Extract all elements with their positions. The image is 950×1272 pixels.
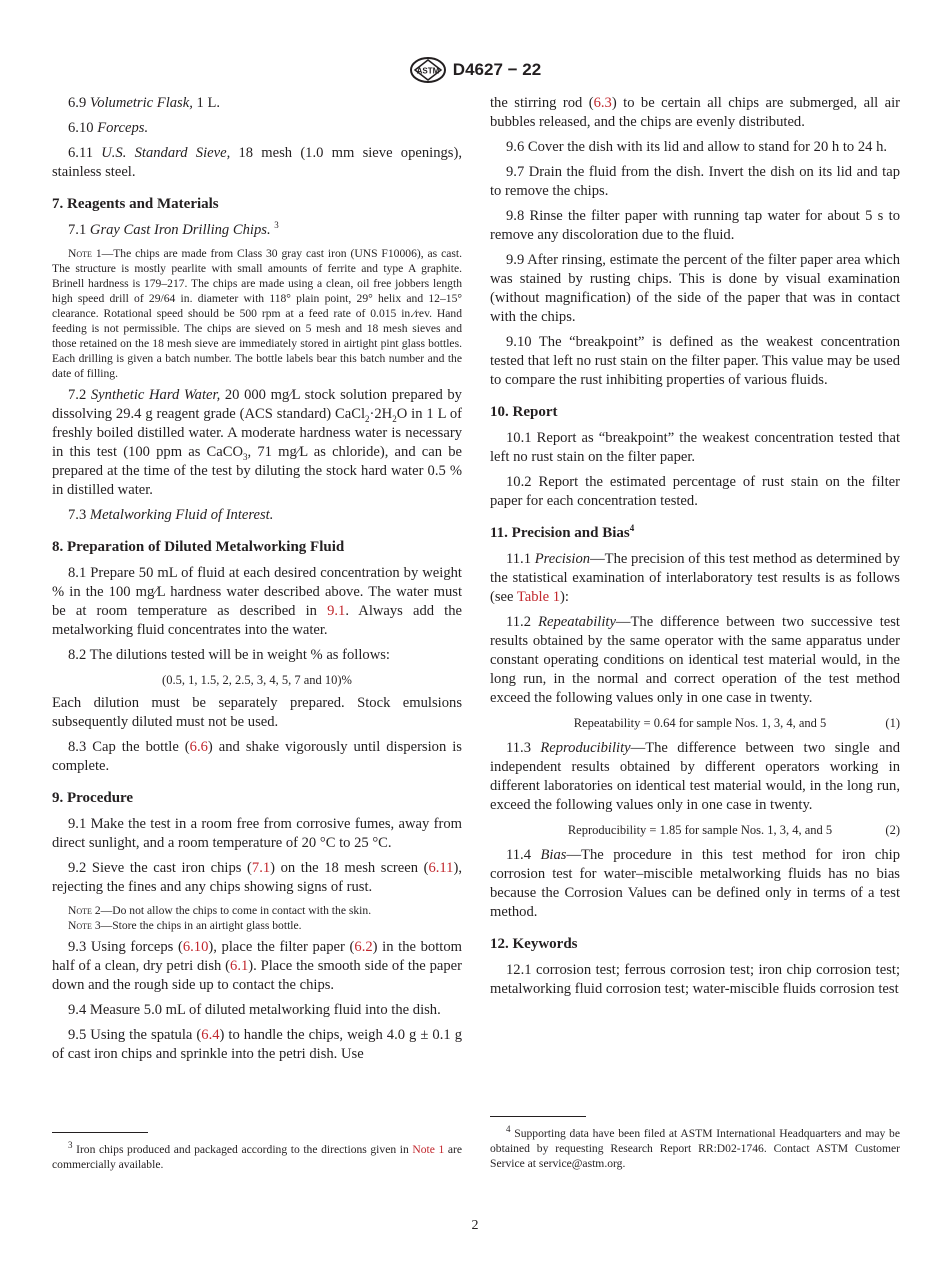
paragraph-9-3: 9.3 Using forceps (6.10), place the filter paper (6.2) in the bottom half of a clean, dry petri dish (6.1). Place the smooth side of the paper down and the rough side up to contact the chips.: [52, 939, 462, 993]
paragraph-9-9: 9.9 After rinsing, estimate the percent of the filter paper area which was stained by rusting chips. This is done by visual examination (without magnification) of the side of the paper that was in contact with the chips.: [490, 252, 900, 325]
paragraph-12-1: 12.1 corrosion test; ferrous corrosion test; iron chip corrosion test; metalworking fluid corrosion test; water-miscible fluids corrosion test: [490, 962, 900, 997]
section-heading-11: 11. Precision and Bias$^4$: [490, 523, 635, 541]
link-6-10[interactable]: 6.10: [182, 939, 209, 955]
paragraph-6-11: 6.11 U.S. Standard Sieve, 18 mesh (1.0 mm sieve openings), stainless steel.: [52, 145, 462, 180]
paragraph-7-1: 7.1 Gray Cast Iron Drilling Chips. $^3$: [68, 220, 279, 238]
paragraph-9-4: 9.4 Measure 5.0 mL of diluted metalworking fluid into the dish.: [68, 1002, 441, 1018]
left-column: [52, 94, 462, 1070]
link-6-2[interactable]: 6.2: [354, 939, 373, 955]
paragraph-10-1: 10.1 Report as “breakpoint” the weakest concentration tested that left no rust stain on the filter paper.: [490, 430, 900, 465]
paragraph-10-2: 10.2 Report the estimated percentage of rust stain on the filter paper for each concentration tested.: [490, 474, 900, 509]
link-6-1[interactable]: 6.1: [230, 958, 249, 974]
paragraph-9-8: 9.8 Rinse the filter paper with running tap water for about 5 s to remove any discoloration due to the fluid.: [490, 208, 900, 243]
paragraph-7-2: 7.2 Synthetic Hard Water, 20 000 mg⁄L stock solution prepared by dissolving 29.4 g reagent grade (ACS standard) $CaCl_2\cdot 2H_2O$ in 1 L of freshly boiled distilled water. A moderate hardness water is necessary in this test (100 ppm as CaCO$_3$, 71 mg⁄L as chloride), and can be prepared at the time of the test by diluting the stock hard water 0.5 % in distilled water.: [52, 387, 462, 498]
paragraph-11-3: 11.3 Reproducibility—The difference between two single and independent results obtained by different operators working in different laboratories on identical test material would, in the long run, exceed the following values only in one case in twenty.: [490, 740, 900, 813]
footnote-rule-right: [490, 1116, 586, 1117]
link-6-3[interactable]: 6.3: [593, 95, 612, 111]
link-9-1[interactable]: 9.1: [327, 603, 346, 619]
paragraph-11-2: 11.2 Repeatability—The difference between two successive test results obtained by the same operator with the same apparatus under constant operating conditions on identical test material would, in the long run, in the normal and correct operation of the test method exceed the following values only in one case in twenty.: [490, 614, 900, 706]
section-heading-12: 12. Keywords: [490, 936, 578, 952]
paragraph-9-2: 9.2 Sieve the cast iron chips (7.1) on the 18 mesh screen (6.11), rejecting the fines and any chips showing signs of rust.: [52, 860, 462, 895]
link-note-1[interactable]: Note 1: [412, 1143, 445, 1156]
paragraph-6-10: 6.10 Forceps.: [68, 120, 149, 136]
section-heading-10: 10. Report: [490, 404, 558, 420]
document-id: D4627 − 22: [452, 60, 542, 79]
paragraph-9-1: 9.1 Make the test in a room free from corrosive fumes, away from direct sunlight, and a room temperature of 20 °C to 25 °C.: [52, 816, 462, 851]
section-heading-8: 8. Preparation of Diluted Metalworking Fluid: [52, 539, 345, 555]
paragraph-9-10: 9.10 The “breakpoint” is defined as the weakest concentration tested that left no rust stain on the filter paper. This value may be used to compare the rust inhibiting properties of various fluids.: [490, 334, 900, 388]
dilution-list: (0.5, 1, 1.5, 2, 2.5, 3, 4, 5, 7 and 10)%: [162, 673, 352, 687]
footnote-4: $^4$ Supporting data have been filed at ASTM International Headquarters and may be obtained by requesting Research Report RR:D02-1746. Contact ASTM Customer Service at service@astm.org.: [490, 1124, 900, 1170]
note-3: Note 3—Store the chips in an airtight glass bottle.: [68, 919, 302, 932]
link-table-1[interactable]: Table 1: [516, 589, 561, 605]
paragraph-8-1: 8.1 Prepare 50 mL of fluid at each desired concentration by weight % in the 100 mg⁄L hardness water described above. The water must be at room temperature as described in 9.1. Always add the metalworking fluid concentrates into the water.: [52, 565, 462, 638]
page-number: 2: [471, 1218, 479, 1233]
page-header: [0, 56, 950, 89]
paragraph-8-2: 8.2 The dilutions tested will be in weight % as follows:: [68, 647, 390, 663]
section-heading-7: 7. Reagents and Materials: [52, 196, 219, 212]
note-1: Note 1—The chips are made from Class 30 gray cast iron (UNS F10006), as cast. The structure is mostly pearlite with small amounts of ferrite and type A graphite. Brinell hardness is 179–217. The chips are made using a clean, oil free jobbers length high speed drill of 29/64 in. diameter with 118° plain point, 29° helix and 12–15° clearance. Rotational speed should be 500 rpm at a feed rate of 0.015 in.⁄rev. Hand feeding is not permissible. The chips are sieved on 5 mesh and 18 mesh sieves and those retained on the 18 mesh sieve are immediately stored in airtight pint glass bottles. Each drilling is given a batch number. The bottle labels bear this batch number and the date of filling.: [52, 247, 462, 380]
svg-text:ASTM: ASTM: [416, 66, 440, 76]
paragraph-11-1: 11.1 Precision—The precision of this test method as determined by the statistical examination of interlaboratory test results is as follows (see Table 1):: [490, 551, 900, 605]
link-7-1[interactable]: 7.1: [251, 860, 271, 876]
paragraph-6-9: 6.9 Volumetric Flask, 1 L.: [68, 95, 221, 111]
link-6-4[interactable]: 6.4: [201, 1027, 220, 1043]
link-6-11[interactable]: 6.11: [428, 860, 454, 876]
note-2: Note 2—Do not allow the chips to come in contact with the skin.: [68, 904, 372, 917]
paragraph-7-3: 7.3 Metalworking Fluid of Interest.: [68, 507, 274, 523]
paragraph-9-5: 9.5 Using the spatula (6.4) to handle the chips, weigh 4.0 g ± 0.1 g of cast iron chips and sprinkle into the petri dish. Use: [52, 1027, 462, 1062]
paragraph-8-2-cont: Each dilution must be separately prepared. Stock emulsions subsequently diluted must not be used.: [52, 695, 462, 730]
paragraph-8-3: 8.3 Cap the bottle (6.6) and shake vigorously until dispersion is complete.: [52, 739, 462, 774]
paragraph-11-4: 11.4 Bias—The procedure in this test method for iron chip corrosion test for water–miscible metalworking fluids has no bias because the Corrosion Values can be defined only in terms of a test method.: [490, 847, 900, 920]
paragraph-9-5-cont: the stirring rod (6.3) to be certain all chips are submerged, all air bubbles released, and the chips are evenly distributed.: [490, 95, 900, 130]
equation-2: Reproducibility = 1.85 for sample Nos. 1, 3, 4, and 5 (2): [567, 823, 900, 837]
footnote-3: $^3$ Iron chips produced and packaged according to the directions given in Note 1 are commercially available.: [52, 1140, 462, 1171]
paragraph-9-7: 9.7 Drain the fluid from the dish. Invert the dish on its lid and tap to remove the chips.: [490, 164, 900, 199]
paragraph-9-6: 9.6 Cover the dish with its lid and allow to stand for 20 h to 24 h.: [506, 139, 888, 155]
right-column: [490, 94, 900, 1005]
link-6-6[interactable]: 6.6: [189, 739, 208, 755]
section-heading-9: 9. Procedure: [52, 790, 134, 806]
astm-logo-icon: [409, 56, 447, 84]
footnote-rule-left: [52, 1132, 148, 1133]
equation-1: Repeatability = 0.64 for sample Nos. 1, 3, 4, and 5 (1): [573, 716, 900, 730]
